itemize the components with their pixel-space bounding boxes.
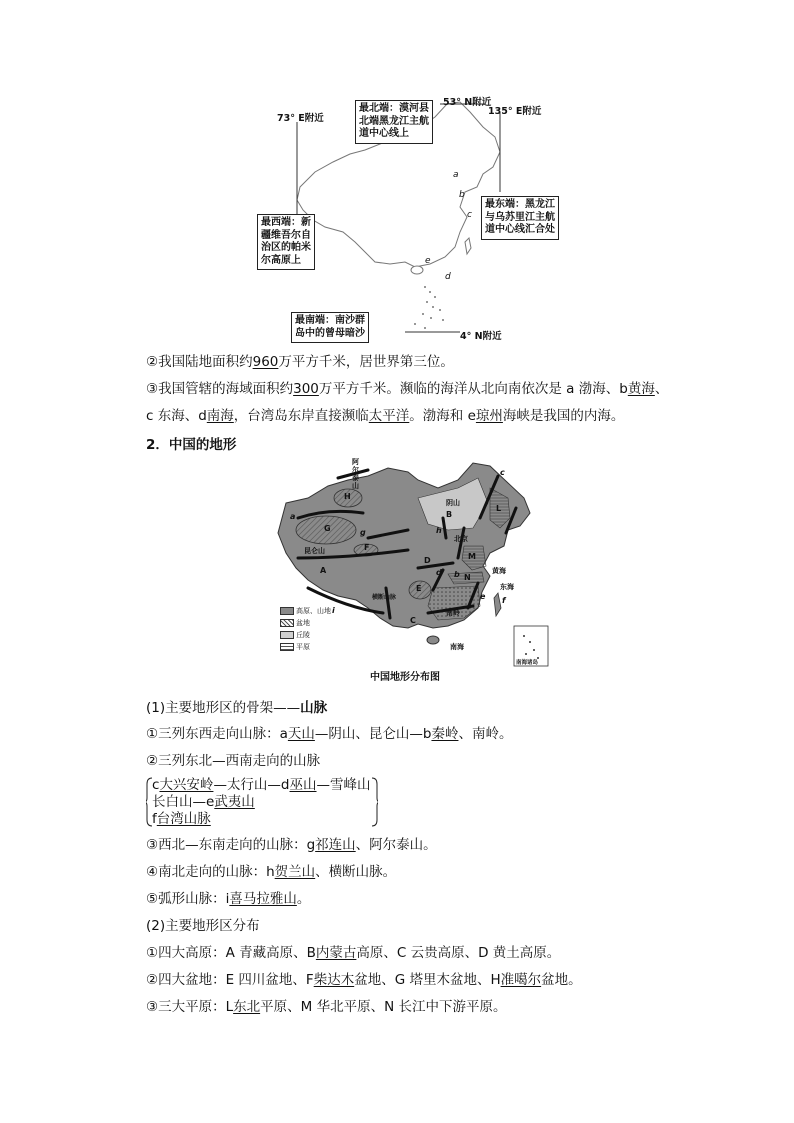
west-coordinate: 73° E附近 [277,113,324,124]
label-nanhai-islands: 南海诸岛 [516,660,539,666]
answer-helanshan: 贺兰山 [274,864,316,880]
answer-300: 300 [293,381,319,397]
china-extreme-points-map [255,92,555,342]
legend-swatch [280,607,294,615]
label-D: D [424,556,431,565]
legend-swatch [280,619,294,627]
brace-row-2 [152,793,255,811]
legend-label: 高原、山地 [296,607,331,615]
text-bold: 山脉 [300,700,328,716]
text: 长白山—e [152,794,215,810]
text: 。 [296,891,311,907]
arc-ranges-item [146,890,310,908]
north-extreme-callout [355,100,433,144]
legend-swatch [280,631,294,639]
text: (1)主要地形区的骨架—— [146,700,301,716]
brace-row-1 [152,776,371,794]
text: 高原、C 云贵高原、D 黄土高原。 [356,945,561,961]
callout-line: 道中心线汇合处 [485,224,555,235]
subsection-title-regions: (2)主要地形区分布 [146,918,260,934]
text: —太行山—d [213,777,290,793]
label-hengduan: 横断山脉 [372,594,397,601]
taiwan-island [494,593,501,616]
subsection-title-mountains [146,699,327,717]
text: ④南北走向的山脉：h [146,864,275,880]
text: 、横断山脉。 [315,864,397,880]
text: 万平方千米。濒临的海洋从北向南依次是 a 渤海、b [318,381,628,397]
north-coordinate: 53° N附近 [443,97,492,108]
label-A: A [320,566,327,575]
label-nanling: 南岭 [446,609,460,617]
east-coordinate: 135° E附近 [488,106,542,117]
text: 海峡是我国的内海。 [502,408,625,424]
label-yinshan: 阴山 [446,499,460,507]
basins-item [146,971,582,989]
legend-hills [280,630,310,640]
label-donghai: 东海 [500,583,514,591]
callout-line: 最北端：漠河县 [359,103,429,114]
text: —阴山、昆仑山—b [314,726,432,742]
range-label-f: f [502,596,506,605]
strait-label-e: e [425,256,431,266]
text: ③我国管辖的海域面积约 [146,381,294,397]
text: 、 [654,381,669,397]
label-B: B [446,510,453,519]
sea-area-paragraph-line2 [146,407,624,425]
range-label-d: d [436,568,442,577]
north-south-ranges-item [146,863,396,881]
range-label-c: c [500,468,505,477]
legend-plain [280,642,310,652]
answer-qinling: 秦岭 [431,726,459,742]
callout-line: 与乌苏里江主航 [485,211,555,223]
label-H: H [344,492,351,501]
hainan-outline [411,266,423,274]
text: 。渤海和 e [409,408,476,424]
callout-line: 最西端：新 [261,217,311,228]
answer-huanghai: 黄海 [627,381,655,397]
south-sea-islands [414,286,444,329]
taiwan-outline [465,238,471,254]
text: c 东海、d [146,408,207,424]
text: 、南岭。 [458,726,513,742]
section-title-terrain: 2．中国的地形 [146,437,237,453]
answer-qiongzhou: 琼州 [475,408,503,424]
answer-nanhai: 南海 [206,408,234,424]
text: —雪峰山 [316,777,371,793]
callout-line: 疆维吾尔自 [261,229,311,241]
northwest-southeast-ranges-item [146,836,437,854]
label-E: E [416,584,422,593]
label-kunlun: 昆仑山 [304,547,325,555]
callout-line: 最南端：南沙群 [295,315,365,326]
legend-basin [280,618,310,628]
plateaus-item [146,944,560,962]
terrain-map-graphic [268,458,552,668]
label-M: M [468,552,476,561]
answer-taipingyang: 太平洋 [368,408,410,424]
label-N: N [464,573,471,582]
text: ①三列东西走向山脉：a [146,726,288,742]
text: ③三大平原：L [146,999,234,1015]
answer-dongbei: 东北 [233,999,261,1015]
sea-area-paragraph-line1 [146,380,668,398]
callout-line: 最东端：黑龙江 [485,199,555,210]
label-C: C [410,616,416,625]
legend-label: 丘陵 [296,631,310,639]
range-label-g: g [360,528,366,537]
label-L: L [496,504,502,513]
northeast-southwest-ranges-item: ②三列东北—西南走向的山脉 [146,753,321,769]
answer-daxinganling: 大兴安岭 [159,777,214,793]
range-label-e: e [480,592,486,601]
label-nanhai: 南海 [450,643,464,651]
answer-neimenggu: 内蒙古 [315,945,357,961]
sea-label-c: c [467,210,472,220]
plains-item [146,998,506,1016]
east-west-ranges-item [146,725,512,743]
text: c [152,777,160,793]
sea-label-a: a [453,170,459,180]
answer-wushan: 巫山 [289,777,317,793]
text: ①四大高原：A 青藏高原、B [146,945,316,961]
callout-line: 岛中的曾母暗沙 [295,327,365,339]
answer-taiwan-range: 台湾山脉 [156,811,211,827]
text: ⑤弧形山脉：i [146,891,230,907]
legend-label: 平原 [296,643,310,651]
text: 盆地。 [541,972,582,988]
west-extreme-callout [257,214,315,270]
sea-label-d: d [445,272,451,282]
hainan-island [427,636,439,644]
range-label-b: b [454,570,460,579]
legend-plateau [280,606,331,616]
label-beijing: 北京 [454,535,468,543]
callout-line: 治区的帕米 [261,242,311,253]
text: 、阿尔泰山。 [355,837,437,853]
range-label-a: a [290,512,296,521]
east-extreme-callout [481,196,559,240]
text: 平原、M 华北平原、N 长江中下游平原。 [260,999,507,1015]
answer-himalaya: 喜马拉雅山 [229,891,297,907]
label-G: G [324,524,331,533]
label-altai: 阿 尔 泰 山 [352,458,359,490]
south-coordinate: 4° N附近 [460,331,502,342]
text: ③西北—东南走向的山脉：g [146,837,316,853]
legend-swatch [280,643,294,651]
brace-row-3 [152,810,211,828]
text: ②四大盆地：E 四川盆地、F [146,972,314,988]
text: ②我国陆地面积约 [146,354,253,370]
label-F: F [364,543,370,552]
china-terrain-map [268,458,552,683]
answer-tianshan: 天山 [287,726,315,742]
label-huanghai: 黄海 [492,567,506,575]
ranges-brace-group [146,776,378,828]
south-extreme-callout [291,312,369,343]
answer-qilianshan: 祁连山 [315,837,356,853]
callout-line: 北端黑龙江主航 [359,115,429,127]
answer-wuyishan: 武夷山 [214,794,255,810]
text: 盆地、G 塔里木盆地、H [354,972,501,988]
range-label-h: h [436,526,442,535]
answer-960: 960 [252,354,279,370]
range-label-i: i [332,606,335,615]
map-caption: 中国地形分布图 [370,672,440,683]
sea-label-b: b [459,190,465,200]
land-area-paragraph [146,353,454,371]
callout-line: 尔高原上 [261,254,301,266]
text: f [152,811,157,827]
answer-chaidamu: 柴达木 [313,972,355,988]
legend-label: 盆地 [296,619,310,627]
text: 万平方千米，居世界第三位。 [278,354,454,370]
answer-zhungeer: 准噶尔 [500,972,542,988]
text: ，台湾岛东岸直接濒临 [233,408,369,424]
callout-line: 道中心线上 [359,128,409,139]
